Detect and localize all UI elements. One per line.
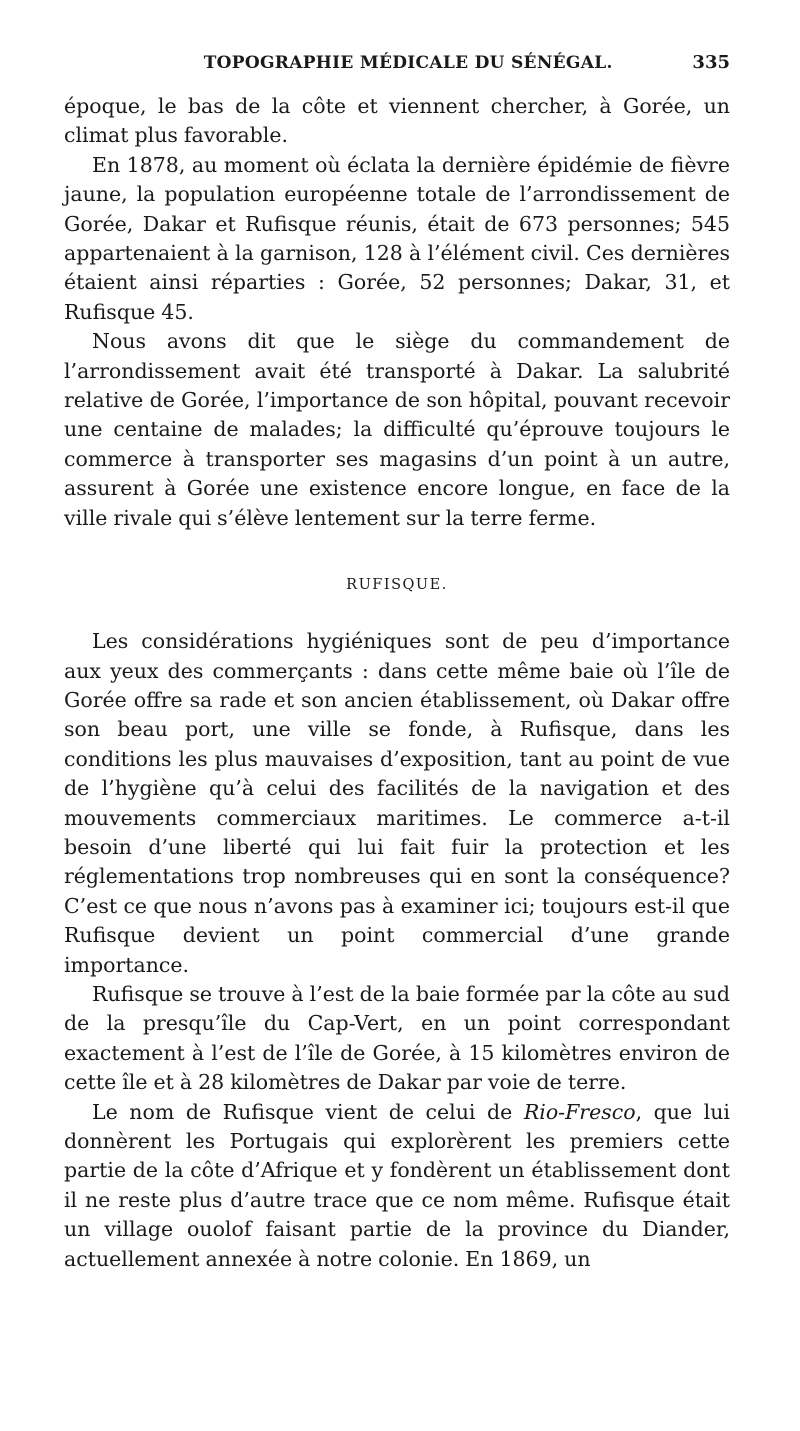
running-title: TOPOGRAPHIE MÉDICALE DU SÉNÉGAL. <box>203 53 613 73</box>
paragraph-1: époque, le bas de la côte et viennent chercher, à Gorée, un climat plus favorable. <box>64 94 730 148</box>
paragraph-6 <box>64 1098 730 1274</box>
running-head <box>64 52 730 92</box>
paragraph-3: Nous avons dit que le siège du commandement de l’arrondissement avait été transporté à Dakar. La salubrité relative de Gorée, l’importance de son hôpital, pouvant recevoir une centaine de malades; la difficulté qu’éprouve toujours le commerce à transporter ses magasins d’un point à un autre, assurent à Gorée une existence encore longue, en face de la ville rivale qui s’élève lentement sur la terre ferme. <box>64 329 730 530</box>
paragraph-2: En 1878, au moment où éclata la dernière épidémie de fièvre jaune, la population européenne totale de l’arrondissement de Gorée, Dakar et Rufisque réunis, était de 673 personnes; 545 appartenaient à la garnison, 128 à l’élément civil. Ces dernières étaient ainsi réparties : Gorée, 52 personnes; Dakar, 31, et Rufisque 45. <box>64 152 730 324</box>
page-number: 335 <box>692 52 730 73</box>
book-page <box>64 52 730 1274</box>
paragraph-6-end: , que lui donnèrent les Portugais qui explorèrent les premiers cette partie de la côte d’Afrique et y fondèrent un établissement dont il ne reste plus d’autre trace que ce nom même. Rufisque était un village ouolof faisant partie de la province du Diander, actuellement annexée à notre colonie. En 1869, un <box>64 1099 730 1271</box>
paragraph-4: Les considérations hygiéniques sont de peu d’importance aux yeux des commerçants : dans cette même baie où l’île de Gorée offre sa rade et son ancien établissement, où Dakar offre son beau port, une ville se fonde, à Rufisque, dans les conditions les plus mauvaises d’exposition, tant au point de vue de l’hygiène qu’à celui des facilités de la navigation et des mouvements commerciaux maritimes. Le commerce a-t-il besoin d’une liberté qui lui fait fuir la protection et les réglementations trop nombreuses qui en sont la conséquence? C’est ce que nous n’avons pas à examiner ici; toujours est-il que Rufisque devient un point commercial d’une grande importance. <box>64 629 730 977</box>
section-title: RUFISQUE. <box>346 577 448 594</box>
paragraph-6-start: Le nom de Rufisque vient de celui de <box>92 1099 524 1124</box>
italic-place-name: Rio-Fresco <box>523 1099 636 1124</box>
paragraph-5: Rufisque se trouve à l’est de la baie formée par la côte au sud de la presqu’île du Cap-Vert, en un point correspondant exactement à l’est de l’île de Gorée, à 15 kilomètres environ de cette île et à 28 kilomètres de Dakar par voie de terre. <box>64 981 730 1095</box>
